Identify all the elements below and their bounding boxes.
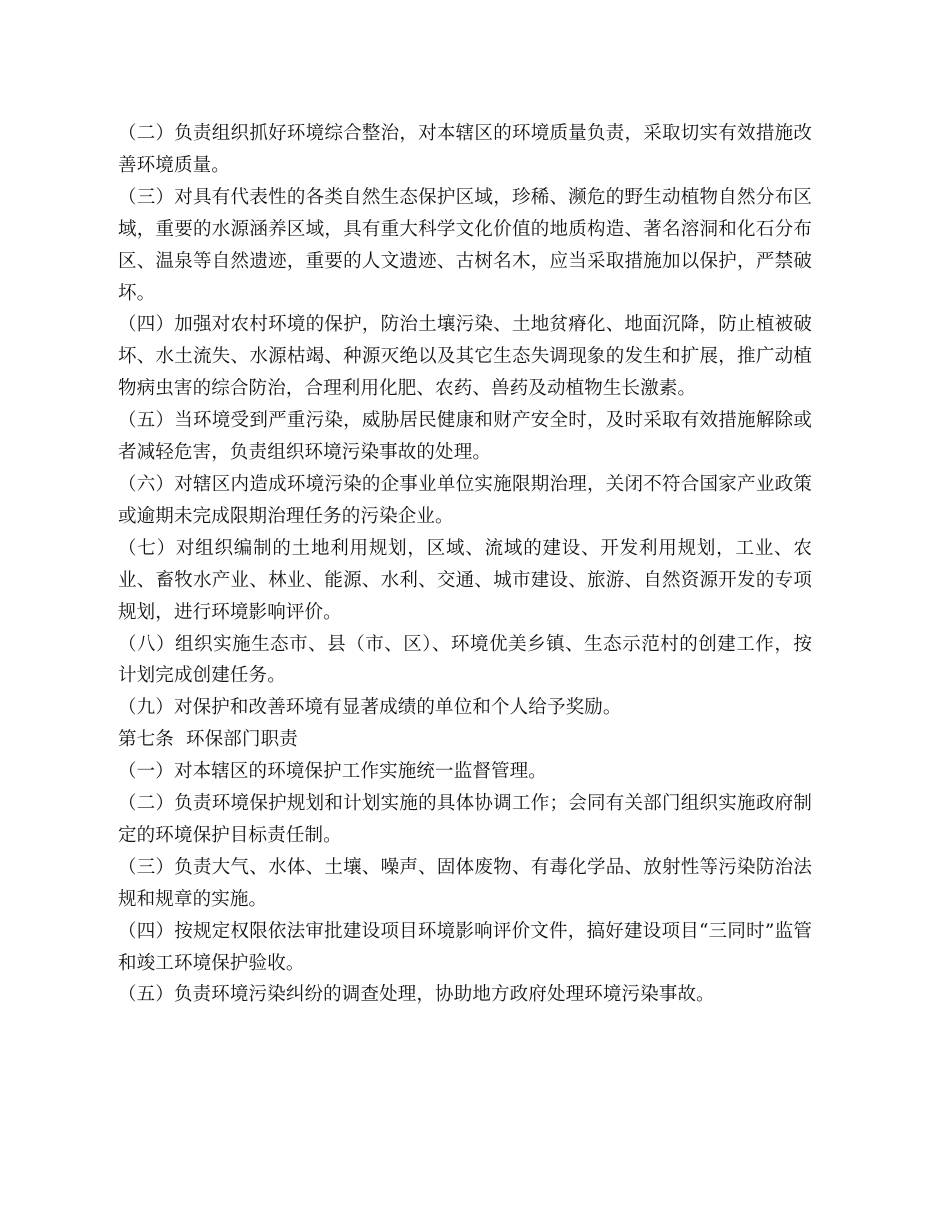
paragraph-7-planning-assessment: （七）对组织编制的土地利用规划，区域、流域的建设、开发利用规划，工业、农业、畜牧水产业、林业、能源、水利、交通、城市建设、旅游、自然资源开发的专项规划，进行环境影响评价。 bbox=[118, 537, 812, 623]
paragraph-article7-2-coordination: （二）负责环境保护规划和计划实施的具体协调工作；会同有关部门组织实施政府制定的环境保护目标责任制。 bbox=[118, 793, 812, 846]
paragraph-5-pollution-emergency: （五）当环境受到严重污染，威胁居民健康和财产安全时，及时采取有效措施解除或者减轻危害，负责组织环境污染事故的处理。 bbox=[118, 410, 812, 464]
paragraph-9-rewards: （九）对保护和改善环境有显著成绩的单位和个人给予奖励。 bbox=[118, 697, 622, 719]
article-7-heading: 第七条 环保部门职责 bbox=[118, 729, 298, 751]
paragraph-article7-4-project-approval: （四）按规定权限依法审批建设项目环境影响评价文件，搞好建设项目“三同时”监管和竣工环境保护验收。 bbox=[118, 920, 812, 974]
document-body bbox=[118, 118, 812, 1011]
paragraph-article7-1-supervision: （一）对本辖区的环境保护工作实施统一监督管理。 bbox=[118, 761, 547, 783]
paragraph-article7-5-disputes: （五）负责环境污染纠纷的调查处理，协助地方政府处理环境污染事故。 bbox=[118, 984, 715, 1006]
paragraph-2-city-environment-governance: （二）负责组织抓好环境综合整治，对本辖区的环境质量负责，采取切实有效措施改善环境质量。 bbox=[118, 123, 812, 176]
paragraph-article7-3-regulations: （三）负责大气、水体、土壤、噪声、固体废物、有毒化学品、放射性等污染防治法规和规章的实施。 bbox=[118, 856, 812, 910]
paragraph-6-deadline-treatment: （六）对辖区内造成环境污染的企事业单位实施限期治理，关闭不符合国家产业政策或逾期未完成限期治理任务的污染企业。 bbox=[118, 473, 812, 527]
paragraph-4-rural-environment: （四）加强对农村环境的保护，防治土壤污染、土地贫瘠化、地面沉降，防止植被破坏、水土流失、水源枯竭、种源灭绝以及其它生态失调现象的发生和扩展，推广动植物病虫害的综合防治，合理利用化肥、农药、兽药及动植物生长激素。 bbox=[118, 314, 812, 400]
paragraph-3-nature-protection-areas: （三）对具有代表性的各类自然生态保护区域，珍稀、濒危的野生动植物自然分布区域，重要的水源涵养区域，具有重大科学文化价值的地质构造、著名溶洞和化石分布区、温泉等自然遗迹，重要的人文遗迹、古树名木，应当采取措施加以保护，严禁破坏。 bbox=[118, 186, 812, 304]
paragraph-8-ecological-demonstration: （八）组织实施生态市、县（市、区）、环境优美乡镇、生态示范村的创建工作，按计划完成创建任务。 bbox=[118, 633, 812, 687]
